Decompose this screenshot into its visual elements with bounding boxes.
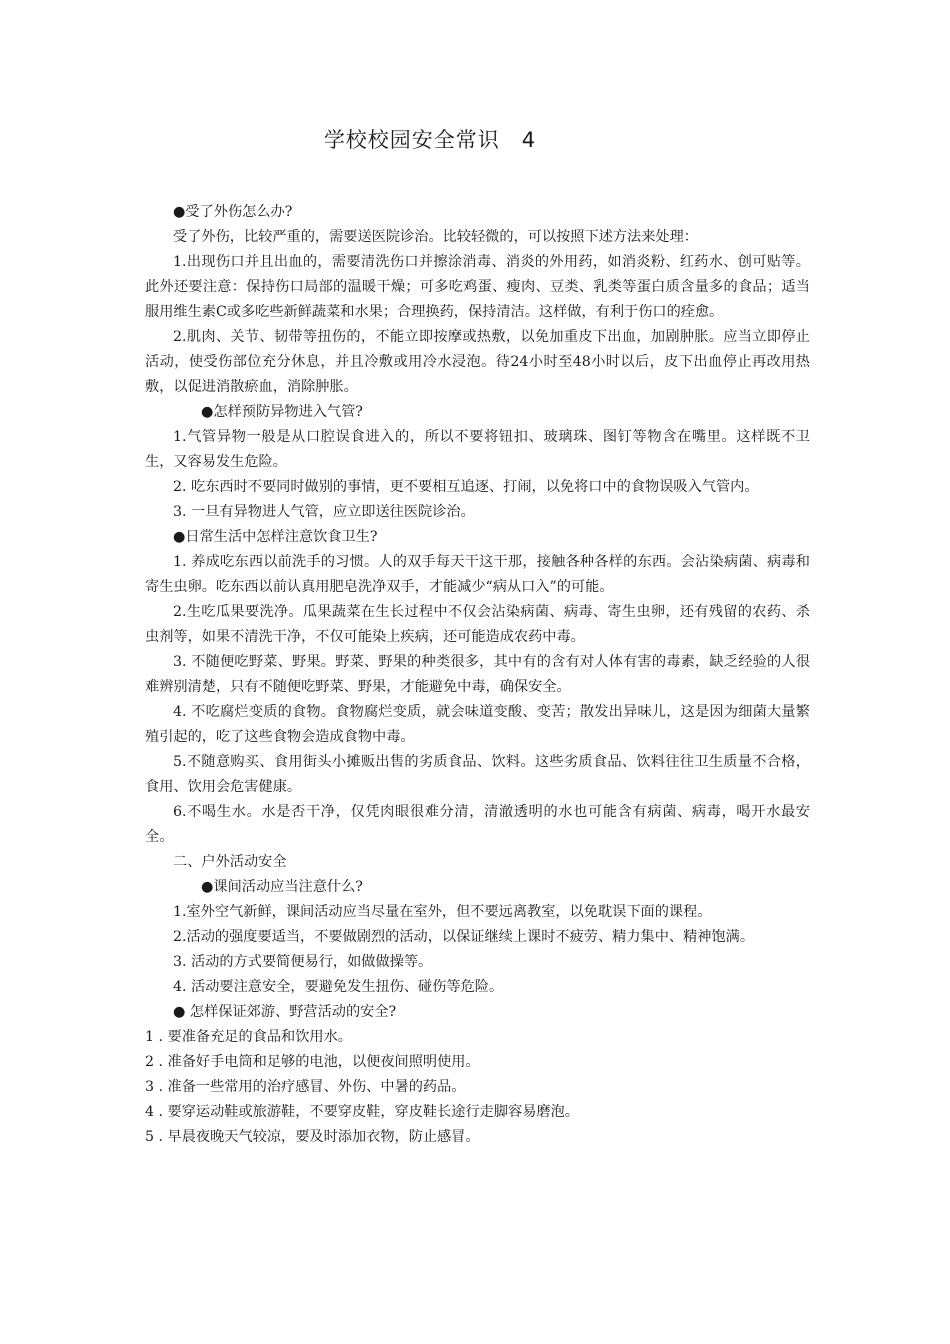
paragraph: 1.出现伤口并且出血的，需要清洗伤口并擦涂消毒、消炎的外用药，如消炎粉、红药水、创可贴等。此外还要注意：保持伤口局部的温暖干燥；可多吃鸡蛋、瘦肉、豆类、乳类等蛋白质含量多的食品；适当服用维生素C或多吃些新鲜蔬菜和水果；合理换药，保持清洁。这样做，有利于伤口的痊愈。	[145, 254, 810, 320]
question-heading: ●受了外伤怎么办?	[173, 204, 293, 220]
list-item: 2 . 准备好手电筒和足够的电池，以便夜间照明使用。	[145, 1054, 480, 1070]
paragraph: 1.室外空气新鲜，课间活动应当尽量在室外，但不要远离教室，以免耽误下面的课程。	[173, 904, 712, 920]
list-item: 1 . 要准备充足的食品和饮用水。	[145, 1029, 352, 1045]
paragraph: 4. 不吃腐烂变质的食物。食物腐烂变质，就会味道变酸、变苦；散发出异味儿，这是因为细菌大量繁殖引起的，吃了这些食物会造成食物中毒。	[145, 704, 810, 745]
paragraph: 2. 吃东西时不要同时做别的事情，更不要相互追逐、打闹，以免将口中的食物误吸入气管内。	[173, 479, 759, 495]
paragraph: 4. 活动要注意安全，要避免发生扭伤、碰伤等危险。	[173, 979, 504, 995]
paragraph: 1.气管异物一般是从口腔误食进入的，所以不要将钮扣、玻璃珠、图钉等物含在嘴里。这样既不卫生，又容易发生危险。	[145, 429, 810, 470]
paragraph: 5.不随意购买、食用街头小摊贩出售的劣质食品、饮料。这些劣质食品、饮料往往卫生质量不合格，食用、饮用会危害健康。	[145, 754, 810, 795]
paragraph: 受了外伤，比较严重的，需要送医院诊治。比较轻微的，可以按照下述方法来处理：	[173, 229, 698, 245]
section-heading: 二、户外活动安全	[173, 854, 287, 870]
page-title: 学校校园安全常识 4	[323, 128, 537, 152]
paragraph: 6.不喝生水。水是否干净，仅凭肉眼很难分清，清澈透明的水也可能含有病菌、病毒，喝开水最安全。	[145, 804, 810, 845]
question-heading: ● 怎样保证郊游、野营活动的安全?	[173, 1004, 397, 1020]
paragraph: 3. 一旦有异物进人气管，应立即送往医院诊治。	[173, 504, 475, 520]
paragraph: 3. 不随便吃野菜、野果。野菜、野果的种类很多，其中有的含有对人体有害的毒素，缺乏经验的人很难辨别清楚，只有不随便吃野菜、野果，才能避免中毒，确保安全。	[145, 654, 810, 695]
question-heading: ●课间活动应当注意什么?	[201, 879, 363, 895]
paragraph: 3. 活动的方式要简便易行，如做做操等。	[173, 954, 433, 970]
list-item: 4 . 要穿运动鞋或旅游鞋，不要穿皮鞋，穿皮鞋长途行走脚容易磨泡。	[145, 1104, 579, 1120]
paragraph: 2.肌肉、关节、韧带等扭伤的，不能立即按摩或热敷，以免加重皮下出血，加剧肿胀。应当立即停止活动，使受伤部位充分休息，并且冷敷或用冷水浸泡。待24小时至48小时以后，皮下出血停止再改用热敷，以促进消散瘀血，消除肿胀。	[145, 329, 810, 395]
paragraph: 2.活动的强度要适当，不要做剧烈的活动，以保证继续上课时不疲劳、精力集中、精神饱满。	[173, 929, 755, 945]
paragraph: 1. 养成吃东西以前洗手的习惯。人的双手每天干这干那，接触各种各样的东西。会沾染病菌、病毒和寄生虫卵。吃东西以前认真用肥皂洗净双手，才能减少“病从口入”的可能。	[145, 554, 810, 595]
question-heading: ●怎样预防异物进入气管?	[201, 404, 363, 420]
question-heading: ●日常生活中怎样注意饮食卫生?	[173, 529, 378, 545]
list-item: 5 . 早晨夜晚天气较凉，要及时添加衣物，防止感冒。	[145, 1129, 480, 1145]
document-body	[145, 200, 810, 1150]
list-item: 3 . 准备一些常用的治疗感冒、外伤、中暑的药品。	[145, 1079, 466, 1095]
paragraph: 2.生吃瓜果要洗净。瓜果蔬菜在生长过程中不仅会沾染病菌、病毒、寄生虫卵，还有残留的农药、杀虫剂等，如果不清洗干净，不仅可能染上疾病，还可能造成农药中毒。	[145, 604, 810, 645]
